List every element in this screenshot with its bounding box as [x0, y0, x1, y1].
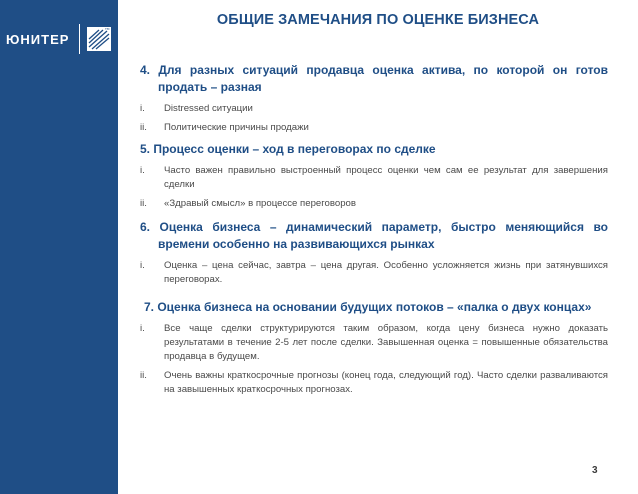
item-number: i.	[140, 165, 145, 176]
list-item	[140, 322, 608, 364]
logo-divider	[79, 24, 80, 54]
page-title: ОБЩИЕ ЗАМЕЧАНИЯ ПО ОЦЕНКЕ БИЗНЕСА	[216, 12, 540, 28]
item-text: Очень важны краткосрочные прогнозы (конец года, следующий год). Часто сделки разваливаются на завышенных краткосрочных прогнозах.	[164, 370, 608, 395]
trademark-mark: TM	[105, 27, 110, 31]
list-item	[140, 102, 608, 116]
section-heading: 7. Оценка бизнеса на основании будущих потоков – «палка о двух концах»	[144, 300, 592, 314]
item-number: i.	[140, 323, 145, 334]
item-text: «Здравый смысл» в процессе переговоров	[164, 198, 356, 209]
section-heading: 4. Для разных ситуаций продавца оценка актива, по которой он готов продать – разная	[140, 63, 608, 94]
item-text: Оценка – цена сейчас, завтра – цена другая. Особенно усложняется жизнь при затянувшихся переговорах.	[164, 260, 608, 285]
brand-mark-icon	[86, 26, 112, 52]
item-text: Все чаще сделки структурируются таким образом, когда цену бизнеса нужно доказать результатами в течение 2-5 лет после сделки. Завышенная оценка = повышенные обязательства продавца в будущем.	[164, 323, 608, 362]
list-item	[140, 121, 608, 135]
item-number: i.	[140, 103, 145, 114]
logo-text: ЮНИТЕР	[6, 31, 70, 47]
section-7	[140, 299, 608, 397]
brand-sidebar	[0, 0, 118, 494]
item-text: Часто важен правильно выстроенный процесс оценки чем сам ее результат для завершения сделки	[164, 165, 608, 190]
section-5	[140, 141, 608, 211]
company-logo	[6, 22, 118, 56]
list-item	[140, 369, 608, 397]
item-number: i.	[140, 260, 145, 271]
list-item	[140, 259, 608, 287]
item-number: ii.	[140, 122, 147, 133]
section-4	[140, 62, 608, 135]
item-number: ii.	[140, 198, 147, 209]
section-heading: 5. Процесс оценки – ход в переговорах по сделке	[140, 142, 436, 156]
list-item	[140, 197, 608, 211]
item-text: Политические причины продажи	[164, 122, 309, 133]
item-number: ii.	[140, 370, 147, 381]
list-item	[140, 164, 608, 192]
section-6	[140, 219, 608, 287]
content-body	[140, 62, 608, 403]
page-number: 3	[592, 465, 598, 476]
item-text: Distressed ситуации	[164, 103, 253, 114]
section-heading: 6. Оценка бизнеса – динамический параметр, быстро меняющийся во времени особенно на развивающихся рынках	[140, 220, 608, 251]
